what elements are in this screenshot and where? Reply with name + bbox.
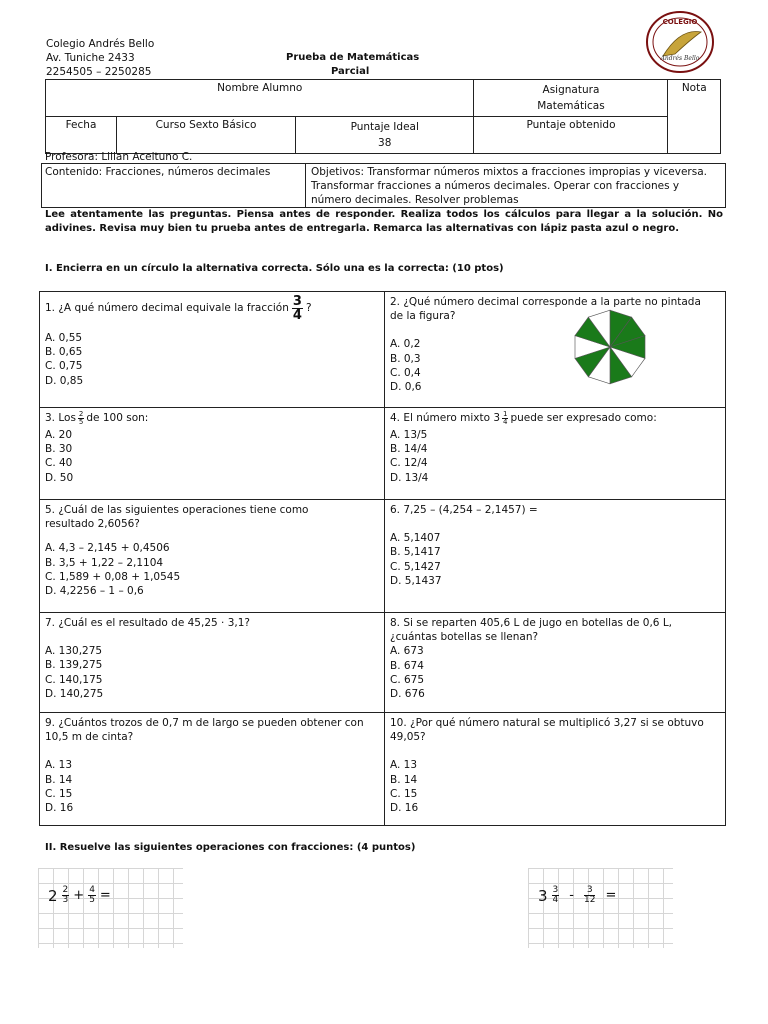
objectives-text: Objetivos: Transformar números mixtos a fracciones impropias y viceversa. Transformar fracciones a números decimales. Operar con fracciones y número decimales. Resolver problemas: [311, 166, 707, 206]
ideal-score-value: 38: [378, 137, 392, 149]
option[interactable]: C. 0,4: [390, 366, 421, 379]
option[interactable]: C. 675: [390, 673, 425, 686]
option[interactable]: C. 5,1427: [390, 560, 441, 573]
option[interactable]: D. 0,85: [45, 374, 84, 387]
option[interactable]: C. 15: [45, 787, 73, 800]
course-cell: [117, 117, 296, 154]
operation-1-fraction-a: $\frac{2}{3}$: [62, 885, 69, 905]
obtained-score-cell[interactable]: [474, 117, 668, 154]
option[interactable]: C. 0,75: [45, 360, 83, 373]
option[interactable]: D. 4,2256 – 1 – 0,6: [45, 585, 144, 598]
option[interactable]: D. 13/4: [390, 471, 429, 484]
work-grid-left[interactable]: [38, 868, 183, 948]
question-3-text: 3. Los $\frac{2}{5}$ de 100 son:: [45, 410, 149, 426]
logo-signature: Andrés Bello: [660, 55, 700, 62]
fraction-2-5: $\frac{2}{5}$: [78, 410, 84, 426]
question-1-text: 1. ¿A qué número decimal equivale la fracción $\frac{3}{4}$ ?: [45, 294, 312, 323]
option[interactable]: C. 1,589 + 0,08 + 1,0545: [45, 570, 181, 583]
test-title: Prueba de Matemáticas: [286, 52, 420, 63]
option[interactable]: A. 13: [390, 759, 418, 772]
option[interactable]: D. 0,6: [390, 381, 422, 394]
operation-2-fraction-a: $\frac{3}{4}$: [552, 885, 559, 905]
option[interactable]: A. 13: [45, 759, 73, 772]
operation-1: [48, 886, 111, 905]
student-info-table: [45, 79, 721, 154]
option[interactable]: B. 0,65: [45, 346, 83, 359]
question-10: [385, 713, 725, 825]
option[interactable]: A. 673: [390, 645, 424, 658]
course-label: Curso Sexto Básico: [155, 119, 257, 131]
option[interactable]: D. 140,275: [45, 687, 104, 700]
operation-1-fraction-b: $\frac{4}{5}$: [89, 885, 95, 905]
operation-2-operator: -: [569, 888, 574, 903]
grade-label: Nota: [681, 82, 707, 94]
option[interactable]: B. 139,275: [45, 659, 103, 672]
fraction-1-4: $\frac{1}{4}$: [503, 410, 508, 426]
operation-2-fraction-b: $\frac{3}{12}$: [583, 885, 596, 905]
option[interactable]: D. 16: [390, 802, 419, 815]
content-label: Contenido: Fracciones, números decimales: [45, 166, 271, 178]
school-phones: 2254505 – 2250285: [46, 66, 152, 78]
question-5-text: 5. ¿Cuál de las siguientes operaciones tiene como resultado 2,6056?: [45, 504, 309, 531]
question-4-text: 4. El número mixto 3 $\frac{1}{4}$ puede ser expresado como:: [390, 410, 657, 426]
operation-2: [538, 886, 616, 905]
question-4: [385, 408, 725, 499]
option[interactable]: B. 14: [45, 773, 73, 786]
content-box: [41, 163, 726, 208]
question-3: [40, 408, 384, 499]
section2-title: II. Resuelve las siguientes operaciones con fracciones: (4 puntos): [45, 842, 416, 853]
option[interactable]: A. 4,3 – 2,145 + 0,4506: [45, 542, 170, 555]
option[interactable]: B. 674: [390, 659, 424, 672]
option[interactable]: B. 5,1417: [390, 546, 441, 559]
grade-cell[interactable]: [668, 80, 721, 154]
ideal-score-cell: [296, 117, 474, 154]
operation-1-operator: +: [73, 888, 85, 903]
obtained-score-label: Puntaje obtenido: [526, 119, 616, 131]
instructions: Lee atentamente las preguntas. Piensa antes de responder. Realiza todos los cálculos para llegar a la solución. No adivines. Revisa muy bien tu prueba antes de entregarla. Remarca las alternativas con lápiz pasta azul o negro.: [45, 209, 723, 234]
question-6: [385, 500, 725, 612]
fraction-3-4: $\frac{3}{4}$: [292, 294, 302, 323]
date-cell[interactable]: [46, 117, 117, 154]
logo-text: COLEGIO: [662, 18, 698, 26]
question-5: [40, 500, 384, 612]
subject-cell: [474, 80, 668, 117]
work-grid-right[interactable]: [528, 868, 673, 948]
option[interactable]: D. 16: [45, 802, 74, 815]
questions-grid: [39, 291, 726, 826]
option[interactable]: B. 14/4: [390, 443, 428, 456]
school-logo: [645, 10, 715, 74]
option[interactable]: D. 676: [390, 688, 425, 701]
section1-title: I. Encierra en un círculo la alternativa correcta. Sólo una es la correcta: (10 ptos): [45, 263, 504, 274]
option[interactable]: A. 13/5: [390, 429, 428, 441]
ideal-score-label: Puntaje Ideal: [350, 121, 419, 133]
question-7: [40, 613, 384, 712]
student-name-label: Nombre Alumno: [217, 82, 303, 94]
question-7-text: 7. ¿Cuál es el resultado de 45,25 · 3,1?: [45, 617, 250, 629]
option[interactable]: D. 5,1437: [390, 574, 442, 587]
option[interactable]: B. 3,5 + 1,22 – 2,1104: [45, 556, 164, 569]
question-10-text: 10. ¿Por qué número natural se multiplicó 3,27 si se obtuvo 49,05?: [390, 717, 704, 744]
question-2-text: 2. ¿Qué número decimal corresponde a la parte no pintada de la figura?: [390, 296, 701, 323]
question-8: [385, 613, 725, 712]
option[interactable]: B. 30: [45, 443, 73, 456]
student-name-cell[interactable]: [46, 80, 474, 117]
option[interactable]: A. 130,275: [45, 645, 103, 658]
question-1: [40, 292, 384, 407]
question-2: [385, 292, 725, 407]
option[interactable]: A. 0,2: [390, 338, 421, 351]
subject-value: Matemáticas: [537, 100, 605, 112]
option[interactable]: C. 12/4: [390, 457, 428, 470]
question-6-text: 6. 7,25 – (4,254 – 2,1457) =: [390, 504, 538, 516]
operation-2-whole: 3: [538, 886, 548, 905]
school-address: Av. Tuniche 2433: [46, 52, 135, 64]
option[interactable]: C. 140,175: [45, 673, 103, 686]
test-subtitle: Parcial: [331, 66, 370, 77]
option[interactable]: A. 20: [45, 429, 73, 441]
question-8-text: 8. Si se reparten 405,6 L de jugo en botellas de 0,6 L, ¿cuántas botellas se llenan?: [390, 617, 673, 644]
operation-2-equals: =: [605, 888, 617, 903]
operation-1-whole: 2: [48, 886, 58, 905]
option[interactable]: B. 0,3: [390, 352, 421, 365]
option[interactable]: C. 15: [390, 787, 418, 800]
decagon-figure: [570, 307, 650, 387]
question-9-text: 9. ¿Cuántos trozos de 0,7 m de largo se pueden obtener con 10,5 m de cinta?: [45, 717, 364, 744]
option[interactable]: A. 0,55: [45, 332, 83, 344]
subject-label: Asignatura: [542, 84, 600, 96]
teacher-name: Profesora: Lilian Aceituno C.: [45, 151, 193, 163]
operation-1-equals: =: [99, 888, 111, 903]
date-label: Fecha: [65, 119, 97, 131]
option[interactable]: D. 50: [45, 471, 74, 484]
option[interactable]: C. 40: [45, 457, 73, 470]
school-name: Colegio Andrés Bello: [46, 38, 155, 50]
option[interactable]: A. 5,1407: [390, 532, 441, 545]
question-9: [40, 713, 384, 825]
option[interactable]: B. 14: [390, 773, 418, 786]
